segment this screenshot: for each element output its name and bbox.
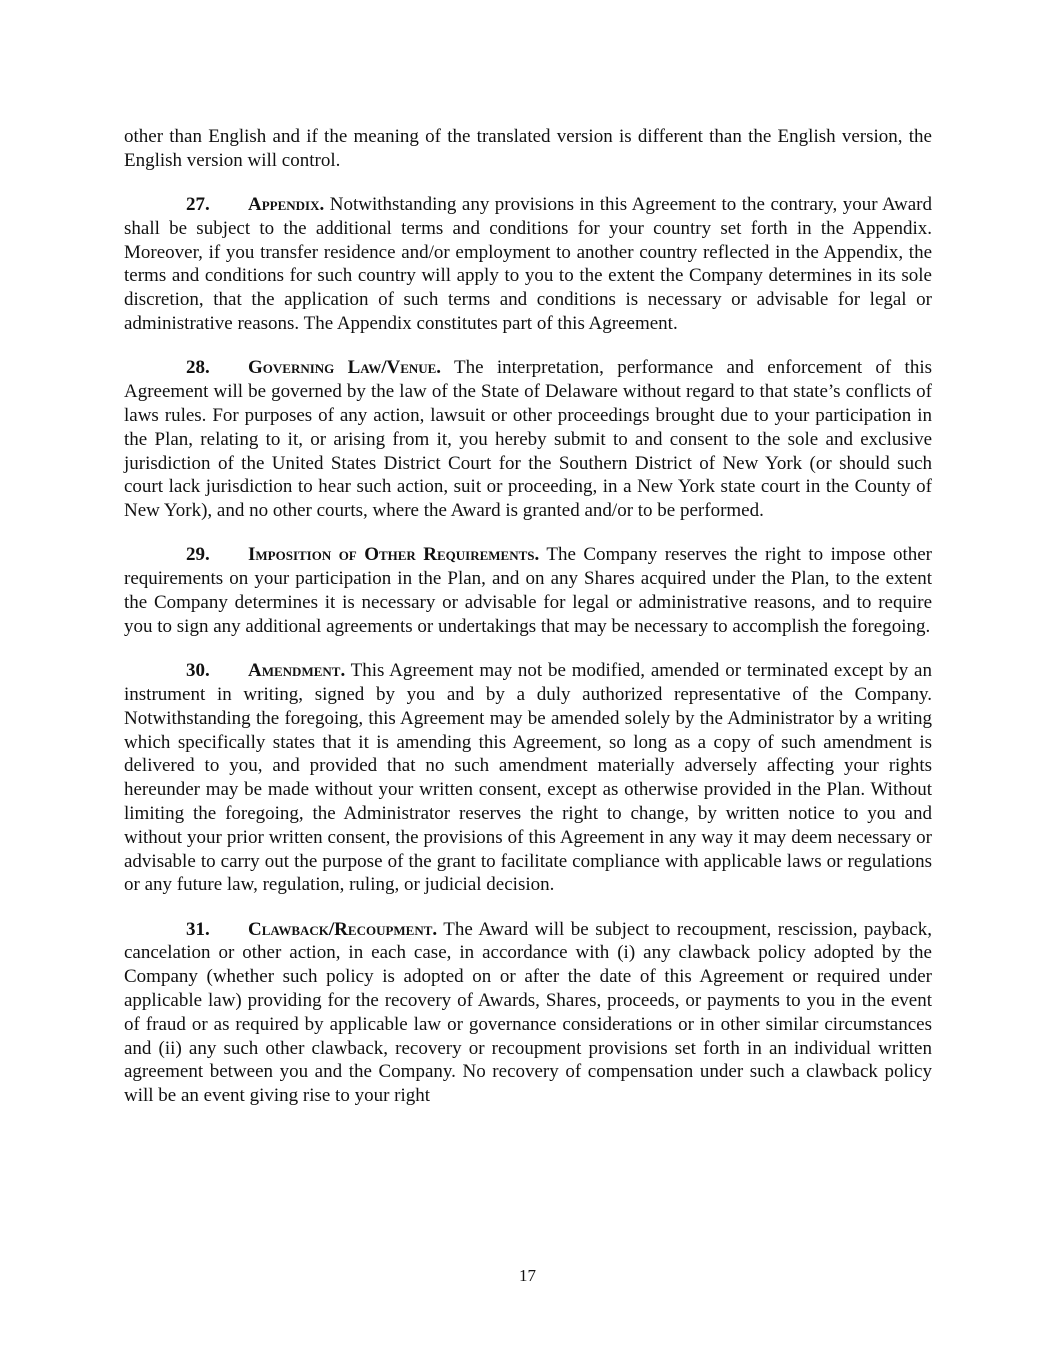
continuation-paragraph: other than English and if the meaning of the translated version is different than the English version, the English version will control. bbox=[124, 126, 932, 171]
section-number: 31. bbox=[186, 918, 210, 940]
section-body: The Award will be subject to recoupment, rescission, payback, cancelation or other action, in each case, in accordance with (i) any clawback policy adopted by the Company (whether such policy is adopted on or after the date of this Agreement or required under applicable law) providing for the recovery of Awards, Shares, proceeds, or payments to you in the event of fraud or as required by applicable law or governance considerations or in other similar circumstances and (ii) any such other clawback, recovery or recoupment provisions set forth in an individual written agreement between you and the Company. No recovery of compensation under such a clawback policy will be an event giving rise to your right bbox=[124, 918, 932, 1107]
section-heading: Imposition of Other Requirements. bbox=[248, 544, 540, 566]
section-heading: Clawback/Recoupment. bbox=[248, 918, 438, 940]
document-body bbox=[124, 125, 932, 1108]
section-31 bbox=[124, 918, 932, 1108]
section-number: 27. bbox=[186, 194, 210, 216]
section-heading: Appendix. bbox=[248, 194, 325, 216]
section-body: This Agreement may not be modified, amended or terminated except by an instrument in writing, signed by you and by a duly authorized representative of the Company. Notwithstanding the foregoing, this Agreement may be amended solely by the Administrator by a writing which specifically states that it is amending this Agreement, so long as a copy of such amendment is delivered to you, and provided that no such amendment materially adversely affecting your rights hereunder may be made without your written consent, except as otherwise provided in the Plan. Without limiting the foregoing, the Administrator reserves the right to change, by written notice to you and without your prior written consent, the provisions of this Agreement in any way it may deem necessary or advisable to carry out the purpose of the grant to facilitate compliance with applicable laws or regulations or any future law, regulation, ruling, or judicial decision. bbox=[124, 660, 932, 896]
section-28 bbox=[124, 356, 932, 523]
section-heading: Governing Law/Venue. bbox=[248, 357, 442, 379]
section-number: 28. bbox=[186, 357, 210, 379]
page-number: 17 bbox=[519, 1266, 536, 1285]
section-heading: Amendment. bbox=[248, 660, 346, 682]
section-body: The interpretation, performance and enforcement of this Agreement will be governed by the law of the State of Delaware without regard to that state’s conflicts of laws rules. For purposes of any action, lawsuit or other proceedings brought due to your participation in the Plan, relating to it, or arising from it, you hereby submit to and consent to the sole and exclusive jurisdiction of the United States District Court for the Southern District of New York (or should such court lack jurisdiction to hear such action, suit or proceeding, in a New York state court in the County of New York), and no other courts, where the Award is granted and/or to be performed. bbox=[124, 357, 932, 522]
section-number: 30. bbox=[186, 660, 210, 682]
section-29 bbox=[124, 543, 932, 638]
section-number: 29. bbox=[186, 544, 210, 566]
section-body: Notwithstanding any provisions in this Agreement to the contrary, your Award shall be subject to the additional terms and conditions for your country set forth in the Appendix. Moreover, if you transfer residence and/or employment to another country reflected in the Appendix, the terms and conditions for such country will apply to you to the extent the Company determines in its sole discretion, that the application of such terms and conditions is necessary or advisable for legal or administrative reasons. The Appendix constitutes part of this Agreement. bbox=[124, 194, 932, 335]
section-30 bbox=[124, 659, 932, 897]
section-27 bbox=[124, 193, 932, 336]
section-body: The Company reserves the right to impose other requirements on your participation in the Plan, and on any Shares acquired under the Plan, to the extent the Company determines it is necessary or advisable for legal or administrative reasons, and to require you to sign any additional agreements or undertakings that may be necessary to accomplish the foregoing. bbox=[124, 544, 933, 637]
